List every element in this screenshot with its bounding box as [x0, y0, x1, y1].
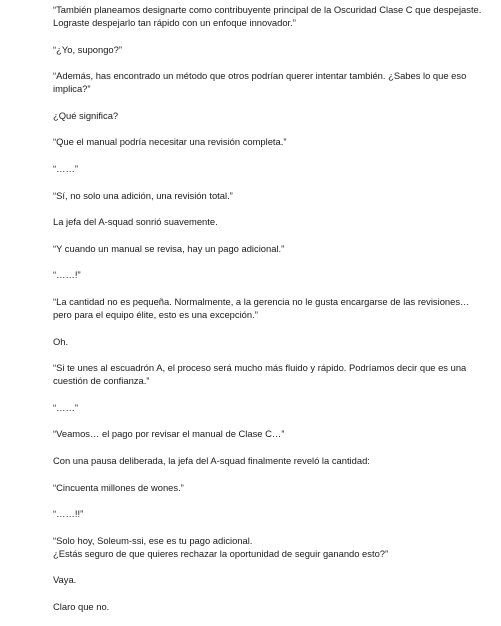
paragraph: “……” — [53, 162, 78, 174]
paragraph: “……!” — [53, 269, 81, 281]
paragraph: Con una pausa deliberada, la jefa del A-squad finalmente reveló la cantidad: — [53, 454, 370, 466]
paragraph: Claro que no. — [53, 600, 110, 612]
paragraph: “Si te unes al escuadrón A, el proceso será mucho más fluido y rápido. Podríamos decir que es una cuestión de confianza.” — [53, 362, 469, 387]
paragraph: “Que el manual podría necesitar una revisión completa.” — [53, 136, 287, 148]
paragraph: “Cincuenta millones de wones.” — [53, 481, 184, 493]
paragraph: “La cantidad no es pequeña. Normalmente, a la gerencia no le gusta encargarse de las revisiones… pero para el equipo élite, esto es una excepción.” — [53, 295, 473, 320]
paragraph: “También planeamos designarte como contribuyente principal de la Oscuridad Clase C que despejaste. Lograste despejarlo tan rápido con un enfoque innovador.” — [53, 4, 484, 28]
paragraph: “Además, has encontrado un método que otros podrían querer intentar también. ¿Sabes lo que eso implica?” — [53, 70, 469, 95]
paragraph: “……!!” — [53, 508, 84, 520]
paragraph: “¿Yo, supongo?” — [53, 43, 122, 55]
document-body — [53, 0, 483, 626]
paragraph: “……” — [53, 401, 78, 413]
paragraph: “Sí, no solo una adición, una revisión total.” — [53, 189, 233, 201]
paragraph: “Y cuando un manual se revisa, hay un pago adicional.” — [53, 242, 285, 254]
paragraph: “Solo hoy, Soleum-ssi, ese es tu pago adicional. ¿Estás seguro de que quieres rechazar la oportunidad de seguir ganando esto?” — [53, 534, 389, 559]
paragraph: La jefa del A-squad sonrió suavemente. — [53, 216, 218, 228]
paragraph: “Veamos… el pago por revisar el manual de Clase C…” — [53, 428, 285, 440]
paragraph: ¿Qué significa? — [53, 109, 119, 121]
paragraph: Vaya. — [53, 574, 77, 586]
paragraph: Oh. — [53, 335, 69, 347]
